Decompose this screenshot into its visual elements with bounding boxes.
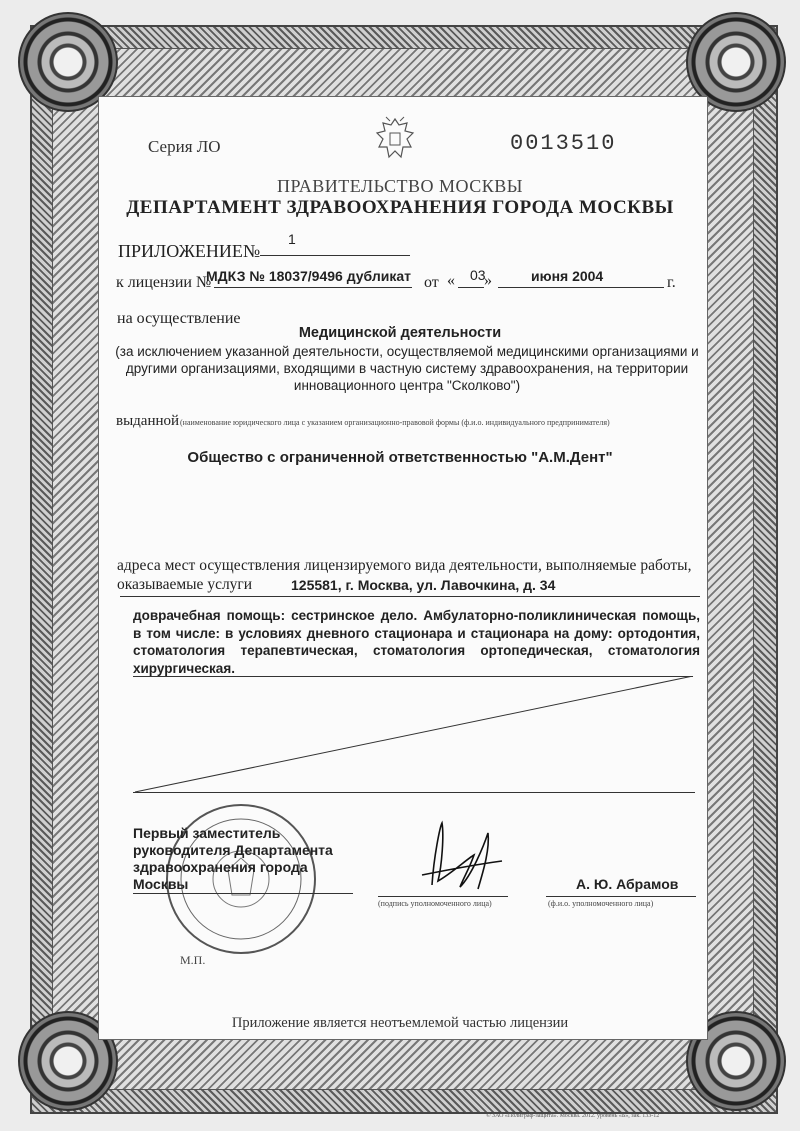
day-underline bbox=[458, 287, 484, 288]
organization-name: Общество с ограниченной ответственностью "А.М.Дент" bbox=[187, 449, 613, 466]
series-label: Серия ЛО bbox=[148, 137, 221, 156]
services-text: доврачебная помощь: сестринское дело. Амбулаторно-поликлиническая помощь, в том числе: в условиях дневного стационара и стационара на дому: ортодонтия, стоматология терапевтическая, стоматология ортопедическая, стоматология хирургическая. bbox=[133, 608, 700, 676]
appendix-number-sign: № bbox=[243, 241, 261, 261]
coat-of-arms-icon bbox=[372, 115, 418, 167]
license-month-year: июня 2004 bbox=[531, 268, 604, 284]
signer-role: Первый заместитель руководителя Департамента здравоохранения города Москвы bbox=[133, 825, 333, 892]
stamp-place-label: М.П. bbox=[180, 953, 206, 967]
issued-note: (наименование юридического лица с указанием организационно-правовой формы (ф.и.о. индивидуального предпринимателя) bbox=[180, 418, 610, 427]
address-value: 125581, г. Москва, ул. Лавочкина, д. 34 bbox=[291, 577, 556, 593]
month-underline bbox=[498, 287, 664, 288]
license-day: 03 bbox=[470, 267, 486, 283]
footer-note: Приложение является неотъемлемой частью лицензии bbox=[231, 1015, 569, 1031]
appendix-label: ПРИЛОЖЕНИЕ bbox=[118, 241, 243, 261]
name-underline bbox=[546, 896, 696, 897]
license-label: к лицензии № bbox=[116, 274, 212, 291]
printer-note: © ЗАО «Полиграф-защита». Москва. 2012. уровень «Б», зак. 133-12 bbox=[486, 1113, 660, 1119]
signature-underline bbox=[378, 896, 508, 897]
activity-label: на осуществление bbox=[117, 310, 241, 327]
issued-label: выданной bbox=[116, 413, 180, 429]
license-number: МДКЗ № 18037/9496 дубликат bbox=[206, 268, 412, 284]
activity-title: Медицинской деятельности bbox=[298, 325, 502, 341]
department-title: ДЕПАРТАМЕНТ ЗДРАВООХРАНЕНИЯ ГОРОДА МОСКВЫ bbox=[126, 197, 674, 218]
appendix-number: 1 bbox=[288, 231, 296, 247]
activity-subtitle: (за исключением указанной деятельности, осуществляемой медицинскими организациями и другими организациями, входящими в частную систему здравоохранения, на территории инновационного центра "Сколково") bbox=[115, 344, 699, 393]
address-label: адреса мест осуществления лицензируемого вида деятельности, выполняемые работы, оказываемые услуги bbox=[117, 557, 692, 593]
role-underline bbox=[133, 893, 353, 894]
license-underline bbox=[214, 287, 412, 288]
right-quote: » bbox=[484, 272, 492, 289]
from-label: от bbox=[424, 274, 439, 291]
serial-number: 0013510 bbox=[510, 131, 617, 156]
signature-caption: (подпись уполномоченного лица) bbox=[378, 899, 492, 908]
name-caption: (ф.и.о. уполномоченного лица) bbox=[548, 899, 654, 908]
left-quote: « bbox=[447, 272, 455, 289]
blank-bottom-line bbox=[133, 792, 695, 793]
signer-name: А. Ю. Абрамов bbox=[576, 876, 679, 892]
year-suffix: г. bbox=[667, 274, 676, 291]
government-title: ПРАВИТЕЛЬСТВО МОСКВЫ bbox=[276, 176, 523, 196]
address-underline bbox=[120, 596, 700, 597]
handwritten-signature bbox=[412, 815, 512, 895]
blank-space-z-line bbox=[133, 676, 703, 796]
appendix-underline bbox=[260, 255, 410, 256]
